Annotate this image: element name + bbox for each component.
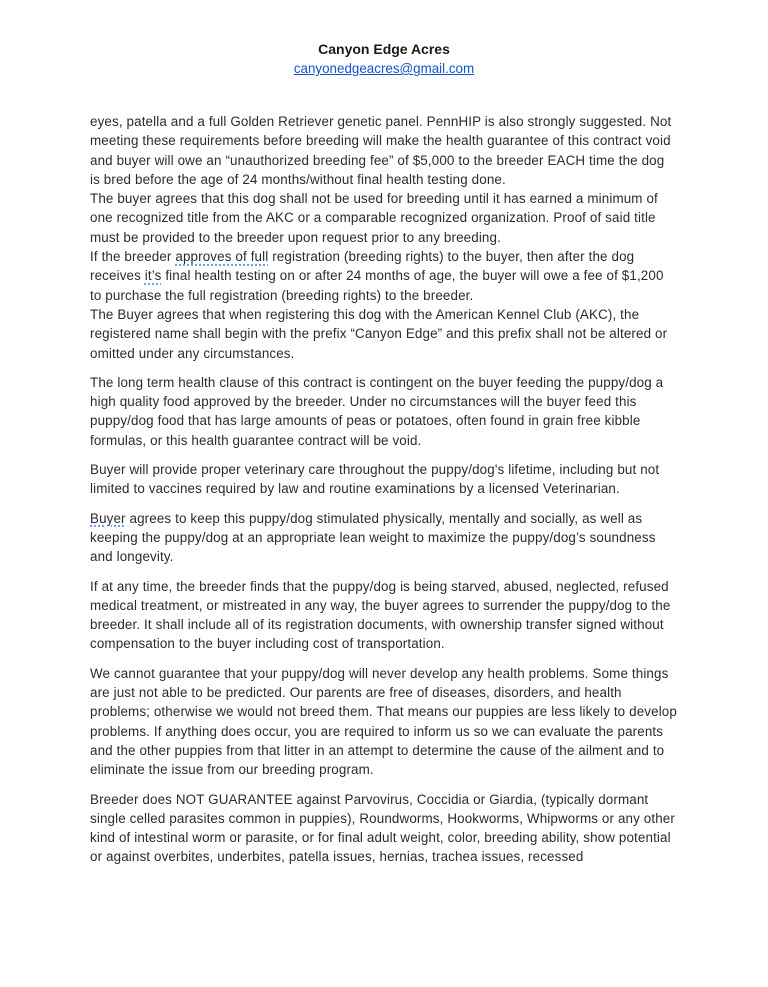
text-run: agrees to keep this puppy/dog stimulated physically, mentally and socially, as well as keeping the puppy/dog at an appropriate lean weight to maximize the puppy/dog’s soundness and longevity.	[90, 510, 656, 565]
paragraph	[90, 189, 678, 247]
paragraph	[90, 790, 678, 867]
paragraph	[90, 664, 678, 780]
text-run: The buyer agrees that this dog shall not be used for breeding until it has earned a minimum of one recognized title from the AKC or a comparable recognized organization. Proof of said title must be provided to the breeder upon request prior to any breeding.	[90, 191, 658, 245]
grammar-flagged-text: Buyer	[90, 510, 126, 526]
text-run: Breeder does NOT GUARANTEE against Parvovirus, Coccidia or Giardia, (typically dormant single celled parasites common in puppies), Roundworms, Hookworms, Whipworms or any other kind of intestinal worm or parasite, or for final adult weight, color, breeding ability, show potential or against overbites, underbites, patella issues, hernias, trachea issues, recessed	[90, 791, 675, 865]
grammar-flagged-text: approves of full	[175, 249, 269, 265]
paragraph	[90, 373, 678, 450]
grammar-flagged-text: it’s	[144, 268, 162, 284]
email-line	[0, 59, 768, 79]
text-run: final health testing on or after 24 months of age, the buyer will owe a fee of $1,200 to purchase the full registration (breeding rights) to the breeder.	[90, 268, 664, 303]
paragraph	[90, 577, 678, 654]
paragraph	[90, 112, 678, 189]
text-run: If the breeder	[90, 249, 176, 265]
text-run: If at any time, the breeder finds that the puppy/dog is being starved, abused, neglected, refused medical treatment, or mistreated in any way, the buyer agrees to surrender the puppy/dog to the breeder. It shall include all of its registration documents, with ownership transfer signed without compensation to the buyer including cost of transportation.	[90, 578, 671, 652]
text-run: Buyer will provide proper veterinary care throughout the puppy/dog's lifetime, including but not limited to vaccines required by law and routine examinations by a licensed Veterinarian.	[90, 462, 660, 497]
text-run: The Buyer agrees that when registering this dog with the American Kennel Club (AKC), the registered name shall begin with the prefix “Canyon Edge” and this prefix shall not be altered or omitted under any circumstances.	[90, 306, 668, 361]
document-header	[0, 0, 768, 79]
paragraph	[90, 305, 678, 363]
text-run: We cannot guarantee that your puppy/dog will never develop any health problems. Some things are just not able to be predicted. Our parents are free of diseases, disorders, and health problems; otherwise we would not breed them. That means our puppies are less likely to develop problems. If anything does occur, you are required to inform us so we can evaluate the parents and the other puppies from that litter in an attempt to determine the cause of the ailment and to eliminate the issue from our breeding program.	[90, 665, 677, 778]
page-title: Canyon Edge Acres	[318, 41, 450, 57]
paragraph	[90, 460, 678, 499]
paragraph	[90, 509, 678, 567]
text-run: eyes, patella and a full Golden Retriever genetic panel. PennHIP is also strongly suggested. Not meeting these requirements before breeding will make the health guarantee of this contract void and buyer will owe an “unauthorized breeding fee” of $5,000 to the breeder EACH time the dog is bred before the age of 24 months/without final health testing done.	[90, 114, 672, 187]
paragraph	[90, 247, 678, 305]
text-run: The long term health clause of this contract is contingent on the buyer feeding the puppy/dog a high quality food approved by the breeder. Under no circumstances will the buyer feed this puppy/dog food that has large amounts of peas or potatoes, often found in grain free kibble formulas, or this health guarantee contract will be void.	[90, 374, 664, 448]
text-run: registration (breeding rights) to the buyer, then after the dog receives	[90, 249, 635, 284]
email-link[interactable]: canyonedgeacres@gmail.com	[293, 61, 475, 76]
document-body	[90, 112, 678, 867]
